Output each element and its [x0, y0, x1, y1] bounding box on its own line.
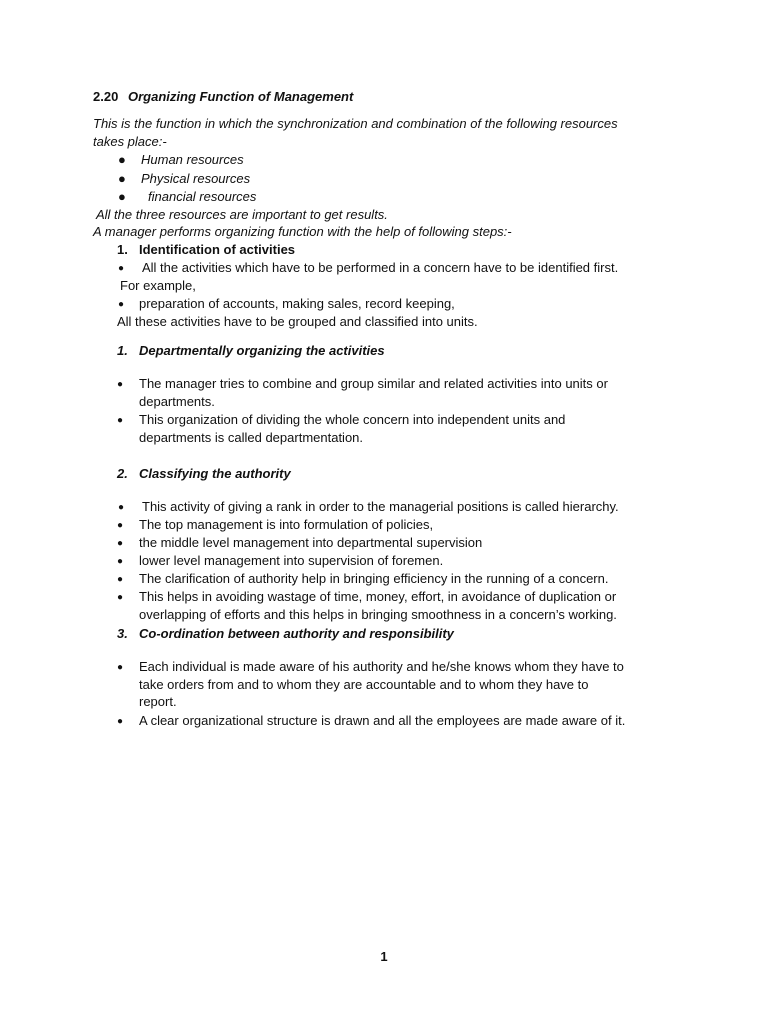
step1-bullet-1: All the activities which have to be performed in a concern have to be identified first. — [142, 260, 619, 275]
bullet-icon: ● — [118, 263, 125, 274]
intro-line-1: This is the function in which the synchronization and combination of the following resources — [93, 116, 618, 131]
resource-item: financial resources — [148, 189, 257, 204]
section-title: Organizing Function of Management — [128, 89, 354, 104]
step3-bullet: The clarification of authority help in bringing efficiency in the running of a concern. — [139, 571, 609, 586]
section-number: 2.20 — [93, 89, 119, 104]
bullet-icon: ● — [118, 502, 125, 513]
step-number: 1. — [117, 242, 128, 257]
bullet-icon: ● — [118, 152, 126, 167]
bullet-icon: ● — [117, 556, 124, 567]
step3-bullet: the middle level management into departmental supervision — [139, 535, 483, 550]
step-number: 3. — [117, 626, 128, 641]
step4-bullet-1-line-2: take orders from and to whom they are accountable and to whom they have to — [139, 677, 589, 692]
resource-item: Human resources — [141, 152, 244, 167]
bullet-icon: ● — [118, 299, 125, 310]
step4-bullet-1-line-3: report. — [139, 694, 177, 709]
step-number: 1. — [117, 343, 128, 358]
step3-bullet: lower level management into supervision of foremen. — [139, 553, 444, 568]
bullet-icon: ● — [117, 379, 124, 390]
step4-bullet-1-line-1: Each individual is made aware of his authority and he/she knows whom they have to — [139, 659, 624, 674]
bullet-icon: ● — [117, 520, 124, 531]
bullet-icon: ● — [117, 574, 124, 585]
page-number: 1 — [380, 949, 388, 964]
bullet-icon: ● — [117, 592, 124, 603]
step4-bullet-2: A clear organizational structure is drawn and all the employees are made aware of it. — [139, 713, 626, 728]
bullet-icon: ● — [117, 415, 124, 426]
bullet-icon: ● — [117, 538, 124, 549]
step2-bullet-1-line-2: departments. — [139, 394, 215, 409]
step2-bullet-2-line-1: This organization of dividing the whole concern into independent units and — [139, 412, 566, 427]
step3-bullet-6-line-1: This helps in avoiding wastage of time, money, effort, in avoidance of duplication or — [139, 589, 617, 604]
intro-line-2: takes place:- — [93, 134, 167, 149]
step-title: Co-ordination between authority and responsibility — [139, 626, 454, 641]
bullet-icon: ● — [118, 189, 126, 204]
intro-after-1: All the three resources are important to get results. — [96, 207, 388, 222]
bullet-icon: ● — [118, 171, 126, 186]
step1-summary: All these activities have to be grouped and classified into units. — [117, 314, 478, 329]
step-number: 2. — [117, 466, 128, 481]
step3-bullet-6-line-2: overlapping of efforts and this helps in bringing smoothness in a concern’s working. — [139, 607, 617, 622]
step1-bullet-2: preparation of accounts, making sales, record keeping, — [139, 296, 455, 311]
resource-item: Physical resources — [141, 171, 251, 186]
step2-bullet-2-line-2: departments is called departmentation. — [139, 430, 364, 445]
bullet-icon: ● — [117, 716, 124, 727]
step-title: Classifying the authority — [139, 466, 291, 481]
step1-example: For example, — [120, 278, 196, 293]
bullet-icon: ● — [117, 662, 124, 673]
step3-bullet: The top management is into formulation of policies, — [139, 517, 434, 532]
step3-bullet: This activity of giving a rank in order to the managerial positions is called hierarchy. — [142, 499, 619, 514]
step-title: Departmentally organizing the activities — [139, 343, 385, 358]
step2-bullet-1-line-1: The manager tries to combine and group similar and related activities into units or — [139, 376, 608, 391]
step-title: Identification of activities — [139, 242, 296, 257]
intro-after-2: A manager performs organizing function with the help of following steps:- — [93, 224, 512, 239]
